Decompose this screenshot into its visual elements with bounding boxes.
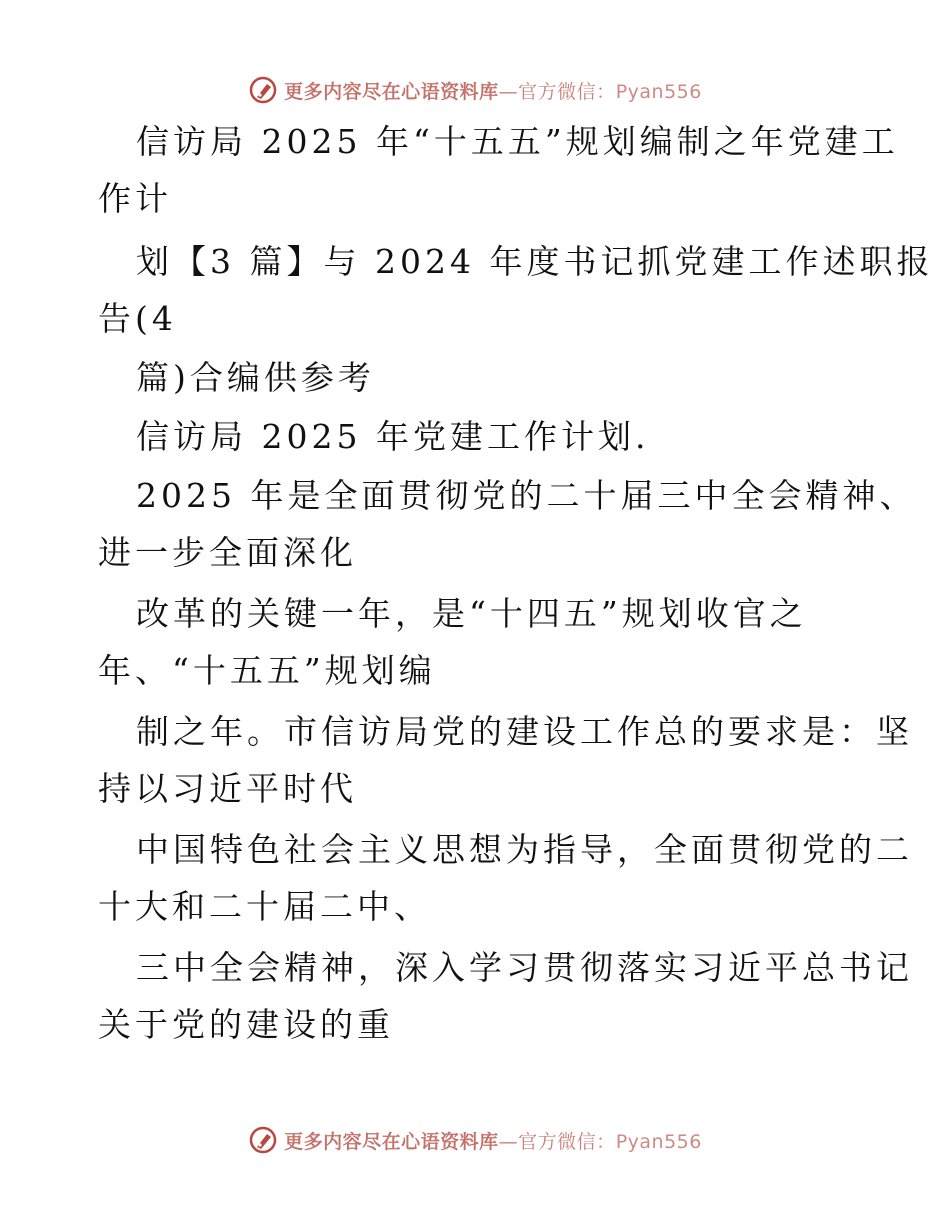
watermark-text: [284, 77, 702, 104]
text-line: 三中全会精神，深入学习贯彻落实习近平总书记: [136, 948, 913, 987]
text-line: 告(4: [98, 299, 177, 338]
text-line: 2025 年是全面贯彻党的二十届三中全会精神、: [136, 476, 917, 515]
watermark-wechat-id: Pyan556: [615, 80, 702, 103]
text-line: 持以习近平时代: [98, 769, 357, 808]
watermark-dash: —: [498, 1130, 519, 1153]
text-line: 划【3 篇】与 2024 年度书记抓党建工作述职报: [136, 242, 934, 281]
pen-nib-logo-icon: [248, 75, 278, 105]
watermark-wechat-id: Pyan556: [615, 1130, 702, 1153]
watermark-title: 更多内容尽在心语资料库: [284, 80, 499, 103]
watermark-title: 更多内容尽在心语资料库: [284, 1130, 499, 1153]
text-line: 篇)合编供参考: [136, 358, 375, 397]
watermark-dash: —: [498, 80, 519, 103]
header-watermark: [0, 70, 950, 110]
text-line: 十大和二十届二中、: [98, 887, 431, 926]
text-line: 制之年。市信访局党的建设工作总的要求是：坚: [136, 712, 913, 751]
watermark-text: [284, 1127, 702, 1154]
watermark-wechat-label: 官方微信：: [518, 80, 616, 103]
text-line: 关于党的建设的重: [98, 1005, 394, 1044]
text-line: 信访局 2025 年“十五五”规划编制之年党建工: [136, 122, 899, 161]
footer-watermark: [0, 1120, 950, 1160]
text-line: 中国特色社会主义思想为指导，全面贯彻党的二: [136, 830, 913, 869]
text-line: 年、“十五五”规划编: [98, 651, 436, 690]
watermark-wechat-label: 官方微信：: [518, 1130, 616, 1153]
text-line: 信访局 2025 年党建工作计划.: [136, 417, 650, 456]
pen-nib-logo-icon: [248, 1125, 278, 1155]
text-line: 改革的关键一年，是“十四五”规划收官之: [136, 594, 807, 633]
text-line: 进一步全面深化: [98, 533, 357, 572]
text-line: 作计: [98, 179, 172, 218]
